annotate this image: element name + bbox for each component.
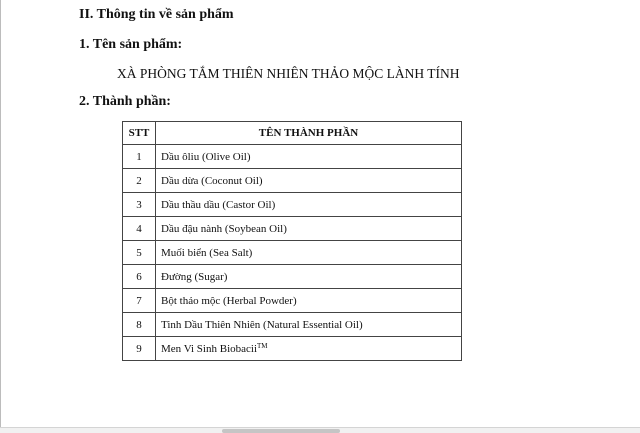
table-row [123,241,462,265]
ingredient-name: Đường (Sugar) [156,265,462,289]
horizontal-scrollbar-thumb[interactable] [222,429,340,433]
column-header-ingredient-name: TÊN THÀNH PHẦN [156,122,462,145]
table-row [123,265,462,289]
table-row [123,169,462,193]
section-heading: II. Thông tin về sản phẩm [79,7,234,22]
product-name-heading: 1. Tên sản phẩm: [79,37,183,52]
ingredient-name: Dầu thầu dầu (Castor Oil) [156,193,462,217]
column-header-stt: STT [123,122,156,145]
ingredient-name: Muối biển (Sea Salt) [156,241,462,265]
ingredient-name: Dầu ôliu (Olive Oil) [156,145,462,169]
ingredients-table [122,121,462,361]
row-number: 7 [123,289,156,313]
ingredient-name: Tinh Dầu Thiên Nhiên (Natural Essential Oil) [156,313,462,337]
row-number: 6 [123,265,156,289]
table-row [123,337,462,361]
row-number: 4 [123,217,156,241]
table-row [123,313,462,337]
ingredient-name: Dầu đậu nành (Soybean Oil) [156,217,462,241]
ingredient-name: Bột thảo mộc (Herbal Powder) [156,289,462,313]
table-row [123,217,462,241]
ingredient-name: Dầu dừa (Coconut Oil) [156,169,462,193]
product-name: XÀ PHÒNG TẮM THIÊN NHIÊN THẢO MỘC LÀNH TÍNH [117,66,460,81]
ingredients-heading: 2. Thành phần: [79,94,171,109]
row-number: 8 [123,313,156,337]
row-number: 2 [123,169,156,193]
row-number: 5 [123,241,156,265]
row-number: 1 [123,145,156,169]
table-header-row [123,122,462,145]
ingredient-name-cell [156,337,462,361]
table-row [123,289,462,313]
row-number: 3 [123,193,156,217]
ingredient-name: Men Vi Sinh Biobacii [161,343,257,355]
table-row [123,193,462,217]
trademark-mark: TM [257,342,268,350]
row-number: 9 [123,337,156,361]
table-row [123,145,462,169]
